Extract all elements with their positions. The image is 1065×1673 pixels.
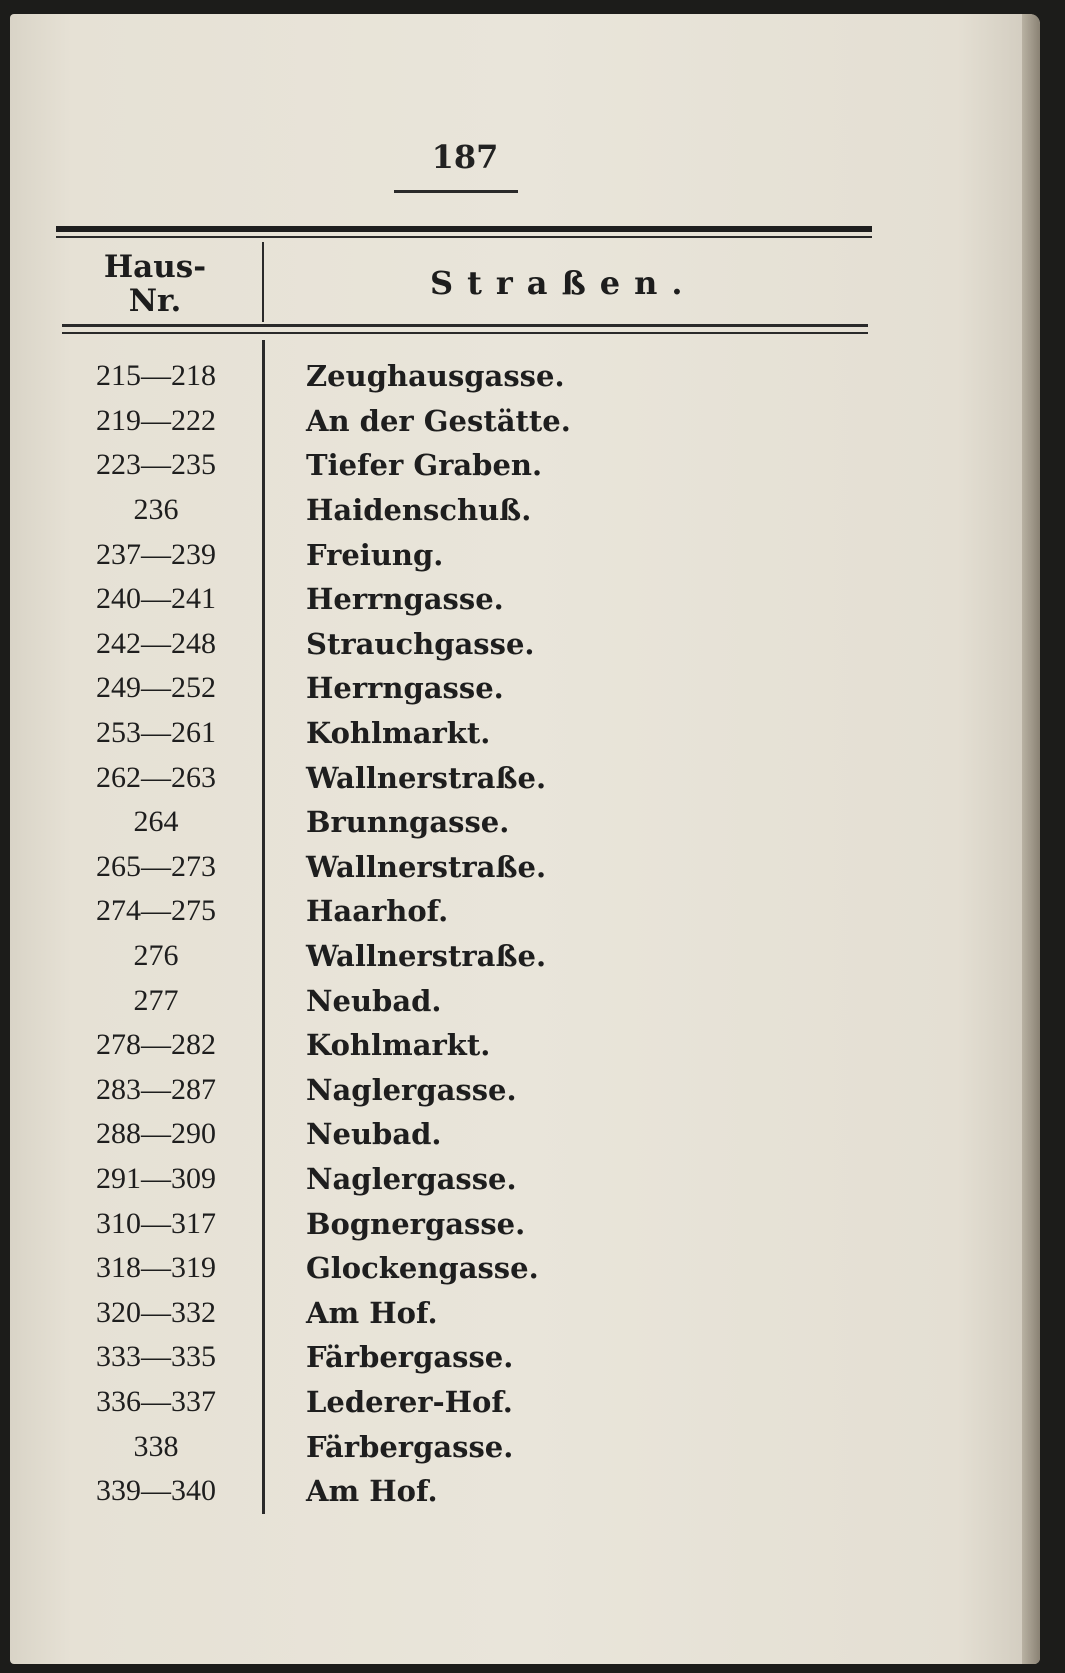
house-number-cell: 336—337: [96, 1384, 216, 1418]
header-rule-upper: [62, 324, 868, 327]
page-number: 187: [431, 138, 499, 176]
street-name-cell: Tiefer Graben.: [306, 448, 543, 483]
house-number-cell: 264: [133, 805, 179, 839]
book-page: [10, 14, 1040, 1664]
table-row: [70, 711, 830, 756]
street-name-cell: Wallnerstraße.: [306, 760, 547, 795]
street-name-cell: An der Gestätte.: [306, 403, 571, 438]
header-house-line2: Nr.: [128, 283, 182, 319]
table-row: [70, 622, 830, 667]
table-row: [70, 1201, 830, 1246]
street-name-cell: Färbergasse.: [306, 1429, 514, 1464]
table-row: [70, 1246, 830, 1291]
table-row: [70, 666, 830, 711]
street-name-cell: Lederer-Hof.: [306, 1384, 513, 1419]
street-name-cell: Herrngasse.: [306, 582, 504, 617]
house-number-cell: 278—282: [96, 1028, 216, 1062]
street-name-cell: Haidenschuß.: [306, 493, 532, 528]
street-name-cell: Wallnerstraße.: [306, 939, 547, 974]
table-row: [70, 1157, 830, 1202]
street-name-cell: Strauchgasse.: [306, 626, 535, 661]
house-number-cell: 318—319: [96, 1251, 216, 1285]
house-number-cell: 333—335: [96, 1340, 216, 1374]
house-number-cell: 320—332: [96, 1295, 216, 1329]
house-number-cell: 249—252: [96, 671, 216, 705]
street-name-cell: Neubad.: [306, 983, 442, 1018]
header-rule-lower: [62, 332, 868, 334]
house-number-cell: 288—290: [96, 1117, 216, 1151]
top-rule-thin: [56, 236, 872, 238]
street-name-cell: Neubad.: [306, 1117, 442, 1152]
street-table: [70, 354, 830, 1513]
page-number-underline: [394, 190, 518, 193]
table-row: [70, 577, 830, 622]
house-number-cell: 265—273: [96, 849, 216, 883]
table-row: [70, 800, 830, 845]
header-column-divider: [262, 242, 264, 322]
table-row: [70, 755, 830, 800]
house-number-cell: 236: [133, 493, 179, 527]
table-row: [70, 978, 830, 1023]
street-name-cell: Naglergasse.: [306, 1161, 517, 1196]
street-name-cell: Freiung.: [306, 537, 444, 572]
table-row: [70, 1068, 830, 1113]
street-name-cell: Bognergasse.: [306, 1206, 526, 1241]
table-row: [70, 845, 830, 890]
house-number-cell: 219—222: [96, 403, 216, 437]
house-number-cell: 274—275: [96, 894, 216, 928]
house-number-cell: 291—309: [96, 1161, 216, 1195]
book-spine-edge: [1022, 14, 1040, 1664]
house-number-cell: 237—239: [96, 537, 216, 571]
street-name-cell: Wallnerstraße.: [306, 849, 547, 884]
street-name-cell: Am Hof.: [306, 1295, 438, 1330]
house-number-cell: 262—263: [96, 760, 216, 794]
table-row: [70, 1023, 830, 1068]
street-name-cell: Kohlmarkt.: [306, 1028, 491, 1063]
table-row: [70, 1290, 830, 1335]
street-name-cell: Zeughausgasse.: [306, 359, 565, 394]
table-row: [70, 1469, 830, 1514]
street-name-cell: Am Hof.: [306, 1474, 438, 1509]
house-number-cell: 283—287: [96, 1072, 216, 1106]
header-house-number: [80, 250, 230, 318]
table-row: [70, 1112, 830, 1157]
street-name-cell: Brunngasse.: [306, 805, 510, 840]
street-name-cell: Glockengasse.: [306, 1251, 539, 1286]
street-name-cell: Kohlmarkt.: [306, 716, 491, 751]
house-number-cell: 215—218: [96, 359, 216, 393]
table-row: [70, 889, 830, 934]
house-number-cell: 339—340: [96, 1474, 216, 1508]
house-number-cell: 338: [133, 1429, 179, 1463]
top-rule-thick: [56, 226, 872, 232]
table-row: [70, 1380, 830, 1425]
house-number-cell: 276: [133, 939, 179, 973]
table-row: [70, 934, 830, 979]
table-row: [70, 1335, 830, 1380]
street-name-cell: Färbergasse.: [306, 1340, 514, 1375]
street-name-cell: Haarhof.: [306, 894, 449, 929]
table-row: [70, 1424, 830, 1469]
table-row: [70, 532, 830, 577]
table-row: [70, 354, 830, 399]
house-number-cell: 253—261: [96, 716, 216, 750]
house-number-cell: 242—248: [96, 626, 216, 660]
header-house-line1: Haus-: [103, 249, 207, 285]
header-streets: Straßen.: [430, 264, 697, 302]
street-name-cell: Herrngasse.: [306, 671, 504, 706]
house-number-cell: 240—241: [96, 582, 216, 616]
table-row: [70, 443, 830, 488]
table-row: [70, 488, 830, 533]
house-number-cell: 277: [133, 983, 179, 1017]
street-name-cell: Naglergasse.: [306, 1072, 517, 1107]
house-number-cell: 310—317: [96, 1206, 216, 1240]
table-row: [70, 399, 830, 444]
house-number-cell: 223—235: [96, 448, 216, 482]
